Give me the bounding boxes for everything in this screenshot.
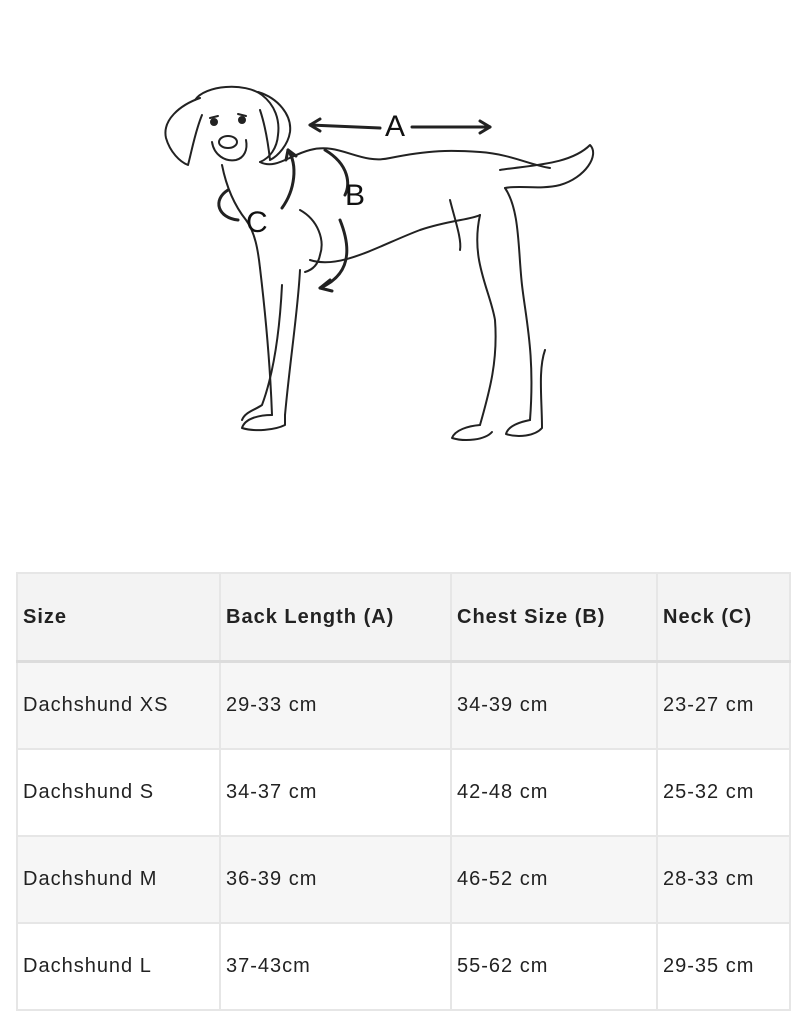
header-chest-size: Chest Size (B) [451,573,657,662]
measure-label-c: C [246,206,268,239]
cell-back-length: 29-33 cm [220,662,451,750]
header-neck: Neck (C) [657,573,790,662]
dog-outline-icon [150,70,630,460]
size-chart [16,572,789,1011]
cell-chest-size: 46-52 cm [451,836,657,923]
measure-label-a: A [385,110,406,143]
dog-measurement-illustration [150,70,630,460]
cell-neck: 28-33 cm [657,836,790,923]
size-table [16,572,791,1011]
cell-chest-size: 34-39 cm [451,662,657,750]
measure-label-b: B [345,179,366,212]
cell-size: Dachshund S [17,749,220,836]
table-header-row [17,573,790,662]
table-row [17,923,790,1010]
cell-size: Dachshund L [17,923,220,1010]
cell-neck: 29-35 cm [657,923,790,1010]
cell-chest-size: 55-62 cm [451,923,657,1010]
cell-neck: 23-27 cm [657,662,790,750]
header-back-length: Back Length (A) [220,573,451,662]
cell-back-length: 36-39 cm [220,836,451,923]
table-row [17,662,790,750]
cell-size: Dachshund XS [17,662,220,750]
cell-neck: 25-32 cm [657,749,790,836]
cell-back-length: 34-37 cm [220,749,451,836]
cell-size: Dachshund M [17,836,220,923]
header-size: Size [17,573,220,662]
cell-back-length: 37-43cm [220,923,451,1010]
table-row [17,836,790,923]
cell-chest-size: 42-48 cm [451,749,657,836]
table-row [17,749,790,836]
